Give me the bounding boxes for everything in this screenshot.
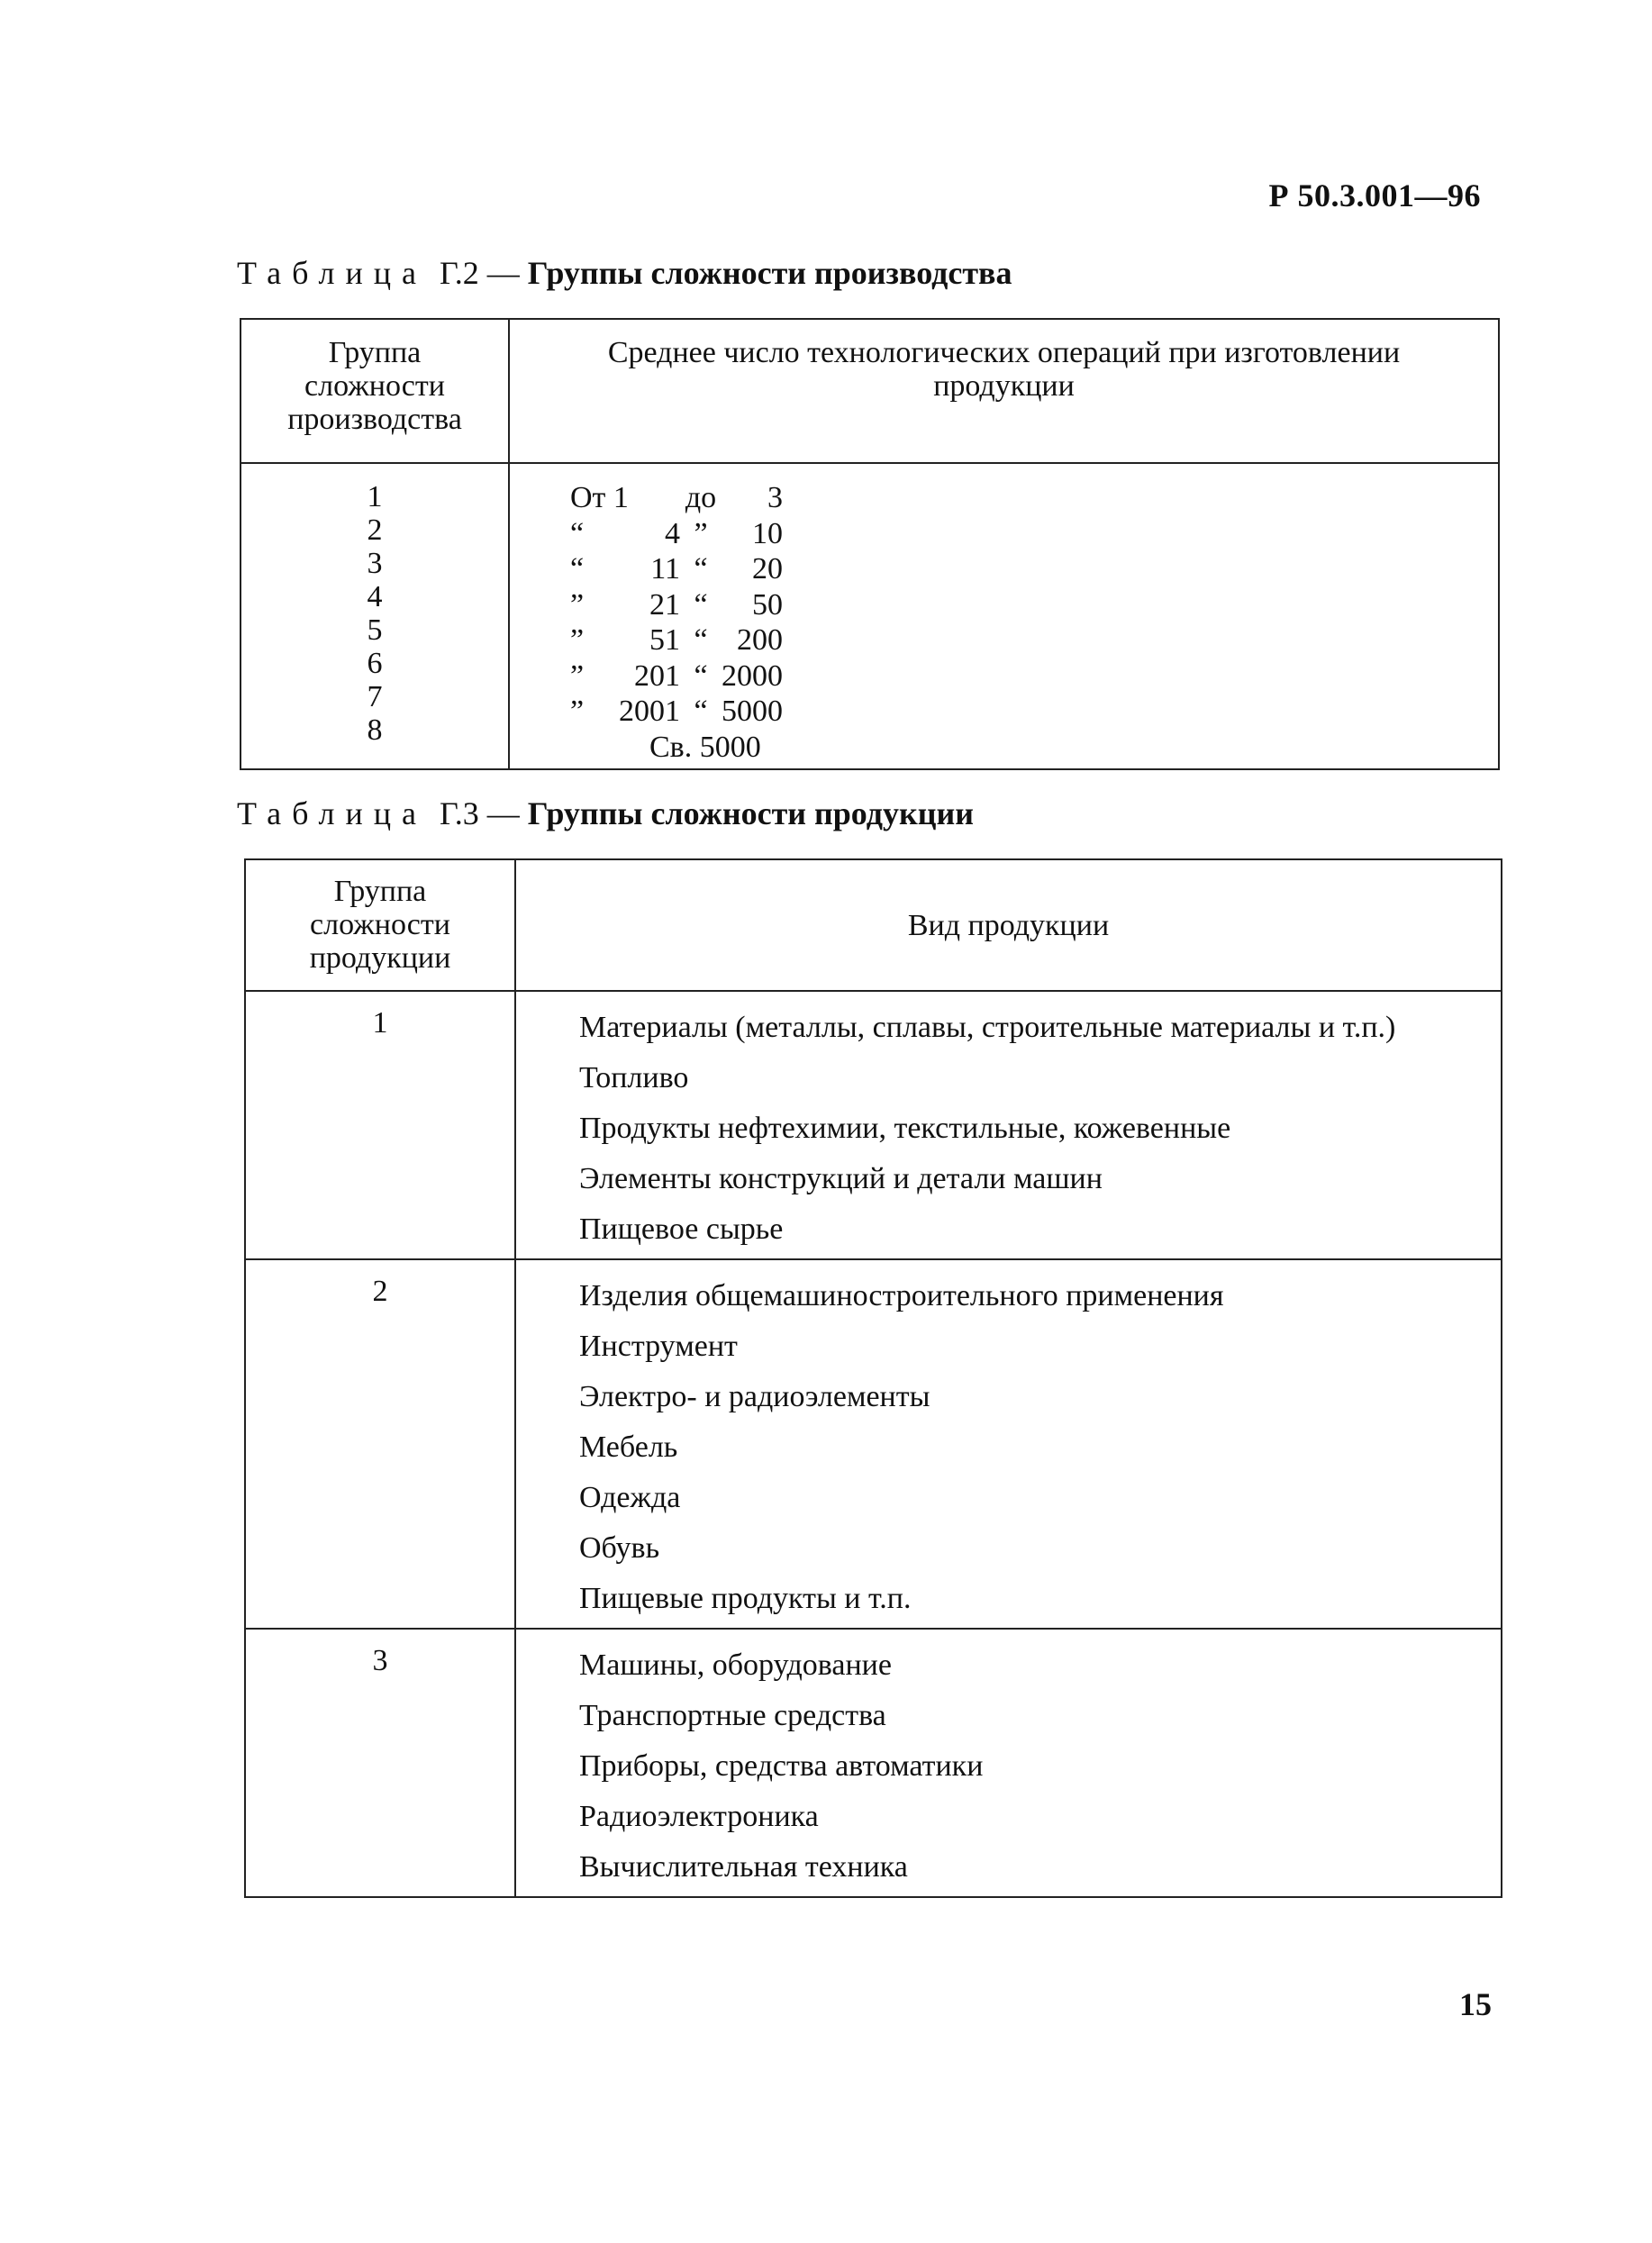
list-item: Электро- и радиоэлементы [579,1380,930,1413]
range-from: 201 [634,658,680,693]
header-line: Группа [328,336,422,369]
range-to: 10 [752,516,783,550]
header-group-cell [245,859,515,991]
range-from-label: “ [570,552,585,586]
range-to-label: ” [694,516,708,550]
product-list-cell [515,1259,1502,1629]
group-number: 4 [367,580,383,613]
table-g3-caption [237,795,974,832]
range-row [570,480,1498,516]
range-row [570,516,1498,552]
operation-ranges-cell [509,463,1499,769]
range-row [570,694,1498,730]
range-to-label: “ [694,623,708,657]
group-number: 1 [245,991,515,1259]
range-row [570,587,1498,623]
header-line: сложности [310,908,450,941]
range-row [570,622,1498,658]
table-header-row [245,859,1502,991]
range-to: 200 [737,623,783,657]
range-row [570,658,1498,695]
page-number: 15 [1459,1986,1492,2022]
list-item: Машины, оборудование [579,1648,892,1682]
table-row [245,1259,1502,1629]
list-item: Элементы конструкций и детали машин [579,1162,1103,1195]
header-line: сложности [304,369,445,403]
group-number: 7 [367,680,383,713]
range-to-label: “ [694,695,708,728]
header-line: производства [287,403,462,436]
table-g3 [244,858,1502,1898]
range-to-label: “ [694,552,708,586]
range-from-label: ” [570,695,585,728]
range-to: 5000 [722,695,783,728]
group-number: 3 [367,547,383,580]
header-line: Группа [333,875,427,908]
list-item: Транспортные средства [579,1699,886,1732]
list-item: Топливо [579,1061,689,1094]
table-g2 [240,318,1500,770]
list-item: Пищевые продукты и т.п. [579,1582,912,1615]
group-number: 8 [367,713,383,747]
range-to: 2000 [722,658,783,693]
list-item: Одежда [579,1481,681,1514]
list-item: Продукты нефтехимии, текстильные, кожевенные [579,1112,1231,1145]
caption-number: Г.3 — [439,795,520,831]
list-item: Инструмент [579,1330,738,1363]
range-from-label: “ [570,516,585,550]
caption-title: Группы сложности продукции [527,795,974,831]
header-group-cell [241,319,509,463]
group-number: 6 [367,647,383,680]
range-from-label: От 1 [570,481,629,514]
table-header-row [241,319,1499,463]
group-number: 1 [367,480,383,513]
range-to-label: “ [694,658,708,693]
group-numbers-cell [241,463,509,769]
range-to: 3 [767,481,783,514]
range-to: 50 [752,587,783,622]
document-code: Р 50.3.001—96 [1268,177,1481,213]
table-body-row [241,463,1499,769]
range-to-label: до [685,481,717,514]
range-from: 4 [665,516,680,550]
range-from-label: ” [570,623,585,657]
range-to-label: “ [694,587,708,622]
list-item: Обувь [579,1531,660,1565]
range-from [613,480,680,516]
range-from: 11 [650,552,680,586]
group-number: 2 [367,513,383,547]
list-item: Мебель [579,1430,678,1464]
list-item: Радиоэлектроника [579,1800,819,1833]
range-from-label: ” [570,587,585,622]
range-from: 2001 [619,695,680,728]
group-number: 3 [245,1629,515,1897]
list-item: Изделия общемашиностроительного применения [579,1279,1224,1312]
range-last: Св. 5000 [649,730,761,764]
caption-word: Таблица [237,795,427,831]
range-from: 51 [649,623,680,657]
header-line: продукции [933,369,1075,403]
range-row [570,730,1498,766]
table-row [245,991,1502,1259]
header-line: продукции [309,941,451,975]
list-item: Материалы (металлы, сплавы, строительные материалы и т.п.) [579,1011,1396,1044]
header-operations-cell [509,319,1499,463]
range-from: 21 [649,587,680,622]
range-row [570,551,1498,587]
caption-number: Г.2 — [439,255,520,291]
table-row [245,1629,1502,1897]
table-g2-caption [237,254,1012,292]
range-to: 20 [752,552,783,586]
header-line: Среднее число технологических операций при изготовлении [607,336,1401,369]
caption-title: Группы сложности производства [527,255,1012,291]
header-product-type-cell: Вид продукции [515,859,1502,991]
product-list-cell [515,1629,1502,1897]
group-number: 2 [245,1259,515,1629]
list-item: Пищевое сырье [579,1212,784,1246]
group-number: 5 [367,613,383,647]
caption-word: Таблица [237,255,427,291]
list-item: Вычислительная техника [579,1850,908,1884]
product-list-cell [515,991,1502,1259]
list-item: Приборы, средства автоматики [579,1749,984,1783]
range-from-label: ” [570,658,585,693]
